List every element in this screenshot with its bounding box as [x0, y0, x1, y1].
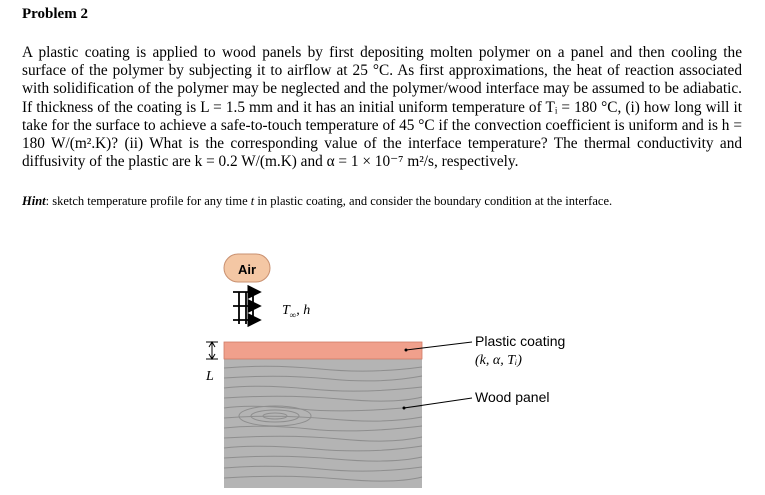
hint-t-symbol: t — [250, 194, 255, 208]
coating-diagram — [190, 248, 610, 488]
coating-props: (k, α, Tᵢ) — [475, 353, 522, 368]
coating-label: Plastic coating — [475, 333, 566, 349]
wood-panel — [224, 358, 422, 488]
ambient-sub: ∞ — [289, 310, 297, 320]
thickness-label: L — [206, 369, 214, 384]
air-label: Air — [237, 262, 257, 277]
hint-line — [22, 194, 612, 209]
hint-label: Hint — [22, 194, 46, 208]
ambient-label — [282, 303, 310, 320]
airflow-arrows — [233, 292, 260, 324]
wood-label: Wood panel — [475, 389, 550, 405]
wood-leader-dot — [403, 407, 406, 410]
hint-text-after: in plastic coating, and consider the boundary condition at the interface. — [254, 194, 613, 208]
thickness-indicator — [206, 342, 218, 359]
ambient-T: T — [282, 303, 290, 318]
hint-text-before: : sketch temperature profile for any time — [45, 194, 251, 208]
air-bubble — [224, 254, 270, 282]
problem-statement: A plastic coating is applied to wood panels by first depositing molten polymer on a panel and then cooling the surface of the polymer by subjecting it to airflow at 25 °C. As first approximations, the heat of reaction associated with solidification of the polymer may be neglected and the polymer/wood interface may be assumed to be adiabatic. If thickness of the coating is L = 1.5 mm and it has an initial uniform temperature of Tᵢ = 180 °C, (i) how long will it take for the surface to achieve a safe-to-touch temperature of 45 °C if the convection coefficient is uniform and is h = 180 W/(m².K)? (ii) What is the corresponding value of the interface temperature? The thermal conductivity and diffusivity of the plastic are k = 0.2 W/(m.K) and α = 1 × 10⁻⁷ m²/s, respectively. — [22, 44, 742, 171]
plastic-coating — [224, 342, 422, 359]
ambient-h: , h — [296, 303, 311, 318]
problem-title: Problem 2 — [22, 6, 88, 22]
coating-leader-dot — [405, 349, 408, 352]
